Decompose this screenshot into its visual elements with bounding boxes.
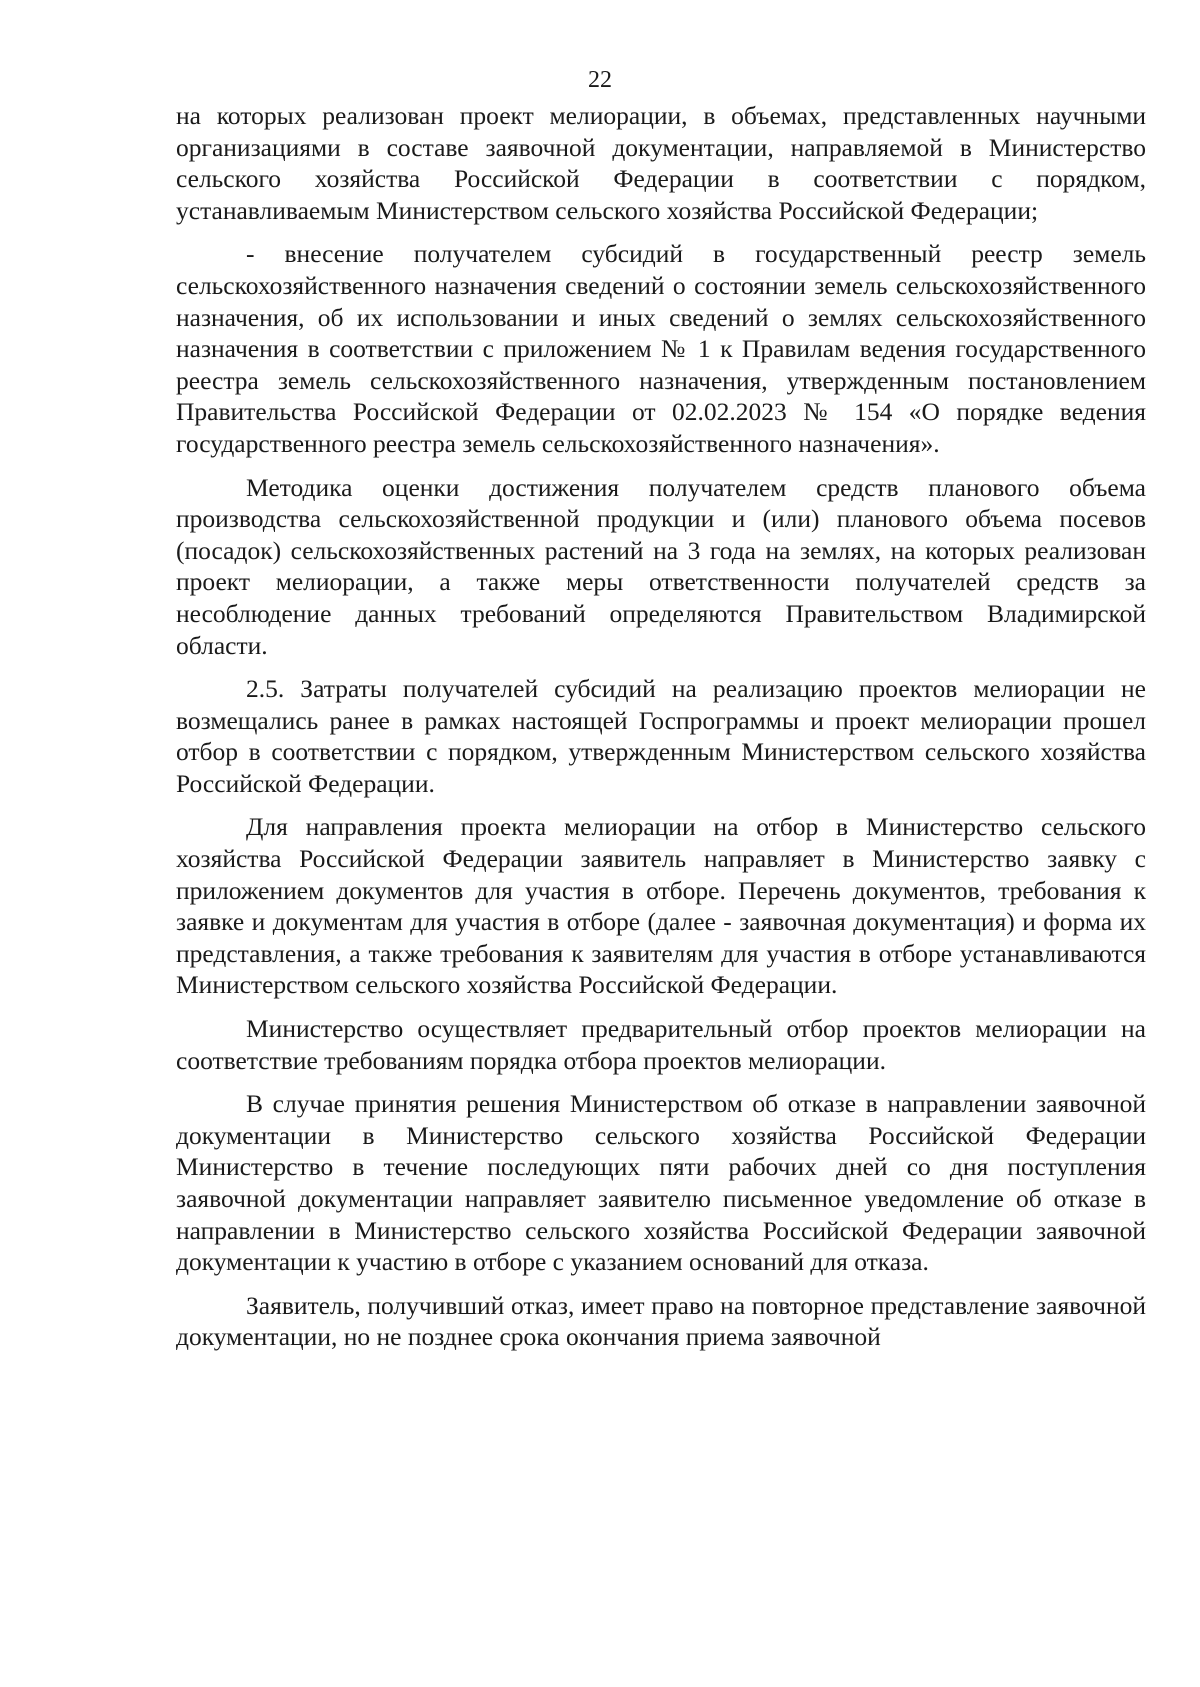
paragraph-melioration-volumes: на которых реализован проект мелиорации, в объемах, представленных научными организациями в составе заявочной документации, направляемой в Министерство сельского хозяйства Российской Федерации в соответствии с порядком, устанавливаемым Министерством сельского хозяйства Российской Федерации;	[176, 101, 1146, 225]
paragraph-section-2-5: 2.5. Затраты получателей субсидий на реализацию проектов мелиорации не возмещались ранее в рамках настоящей Госпрограммы и проект мелиорации прошел отбор в соответствии с порядком, утвержденным Министерством сельского хозяйства Российской Федерации.	[176, 674, 1146, 798]
paragraph-preliminary-selection: Министерство осуществляет предварительный отбор проектов мелиорации на соответствие требованиям порядка отбора проектов мелиорации.	[176, 1014, 1146, 1075]
paragraph-application-submission: Для направления проекта мелиорации на отбор в Министерство сельского хозяйства Российской Федерации заявитель направляет в Министерство заявку с приложением документов для участия в отборе. Перечень документов, требования к заявке и документам для участия в отборе (далее - заявочная документация) и форма их представления, а также требования к заявителям для участия в отборе устанавливаются Министерством сельского хозяйства Российской Федерации.	[176, 812, 1146, 1000]
paragraph-resubmission-right: Заявитель, получивший отказ, имеет право на повторное представление заявочной документации, но не позднее срока окончания приема заявочной	[176, 1290, 1146, 1352]
paragraph-refusal-decision: В случае принятия решения Министерством об отказе в направлении заявочной документации в Министерство сельского хозяйства Российской Федерации Министерство в течение последующих пяти рабочих дней со дня поступления заявочной документации направляет заявителю письменное уведомление об отказе в направлении в Министерство сельского хозяйства Российской Федерации заявочной документации к участию в отборе с указанием оснований для отказа.	[176, 1089, 1146, 1277]
paragraph-land-registry: - внесение получателем субсидий в государственный реестр земель сельскохозяйственного назначения сведений о состоянии земель сельскохозяйственного назначения, об их использовании и иных сведений о землях сельскохозяйственного назначения в соответствии с приложением № 1 к Правилам ведения государственного реестра земель сельскохозяйственного назначения, утвержденным постановлением Правительства Российской Федерации от 02.02.2023 № 154 «О порядке ведения государственного реестра земель сельскохозяйственного назначения».	[176, 239, 1146, 458]
page-number: 22	[588, 67, 612, 93]
document-body	[176, 100, 1146, 1365]
paragraph-assessment-method: Методика оценки достижения получателем средств планового объема производства сельскохозяйственной продукции и (или) планового объема посевов (посадок) сельскохозяйственных растений на 3 года на землях, на которых реализован проект мелиорации, а также меры ответственности получателей средств за несоблюдение данных требований определяются Правительством Владимирской области.	[176, 472, 1146, 660]
